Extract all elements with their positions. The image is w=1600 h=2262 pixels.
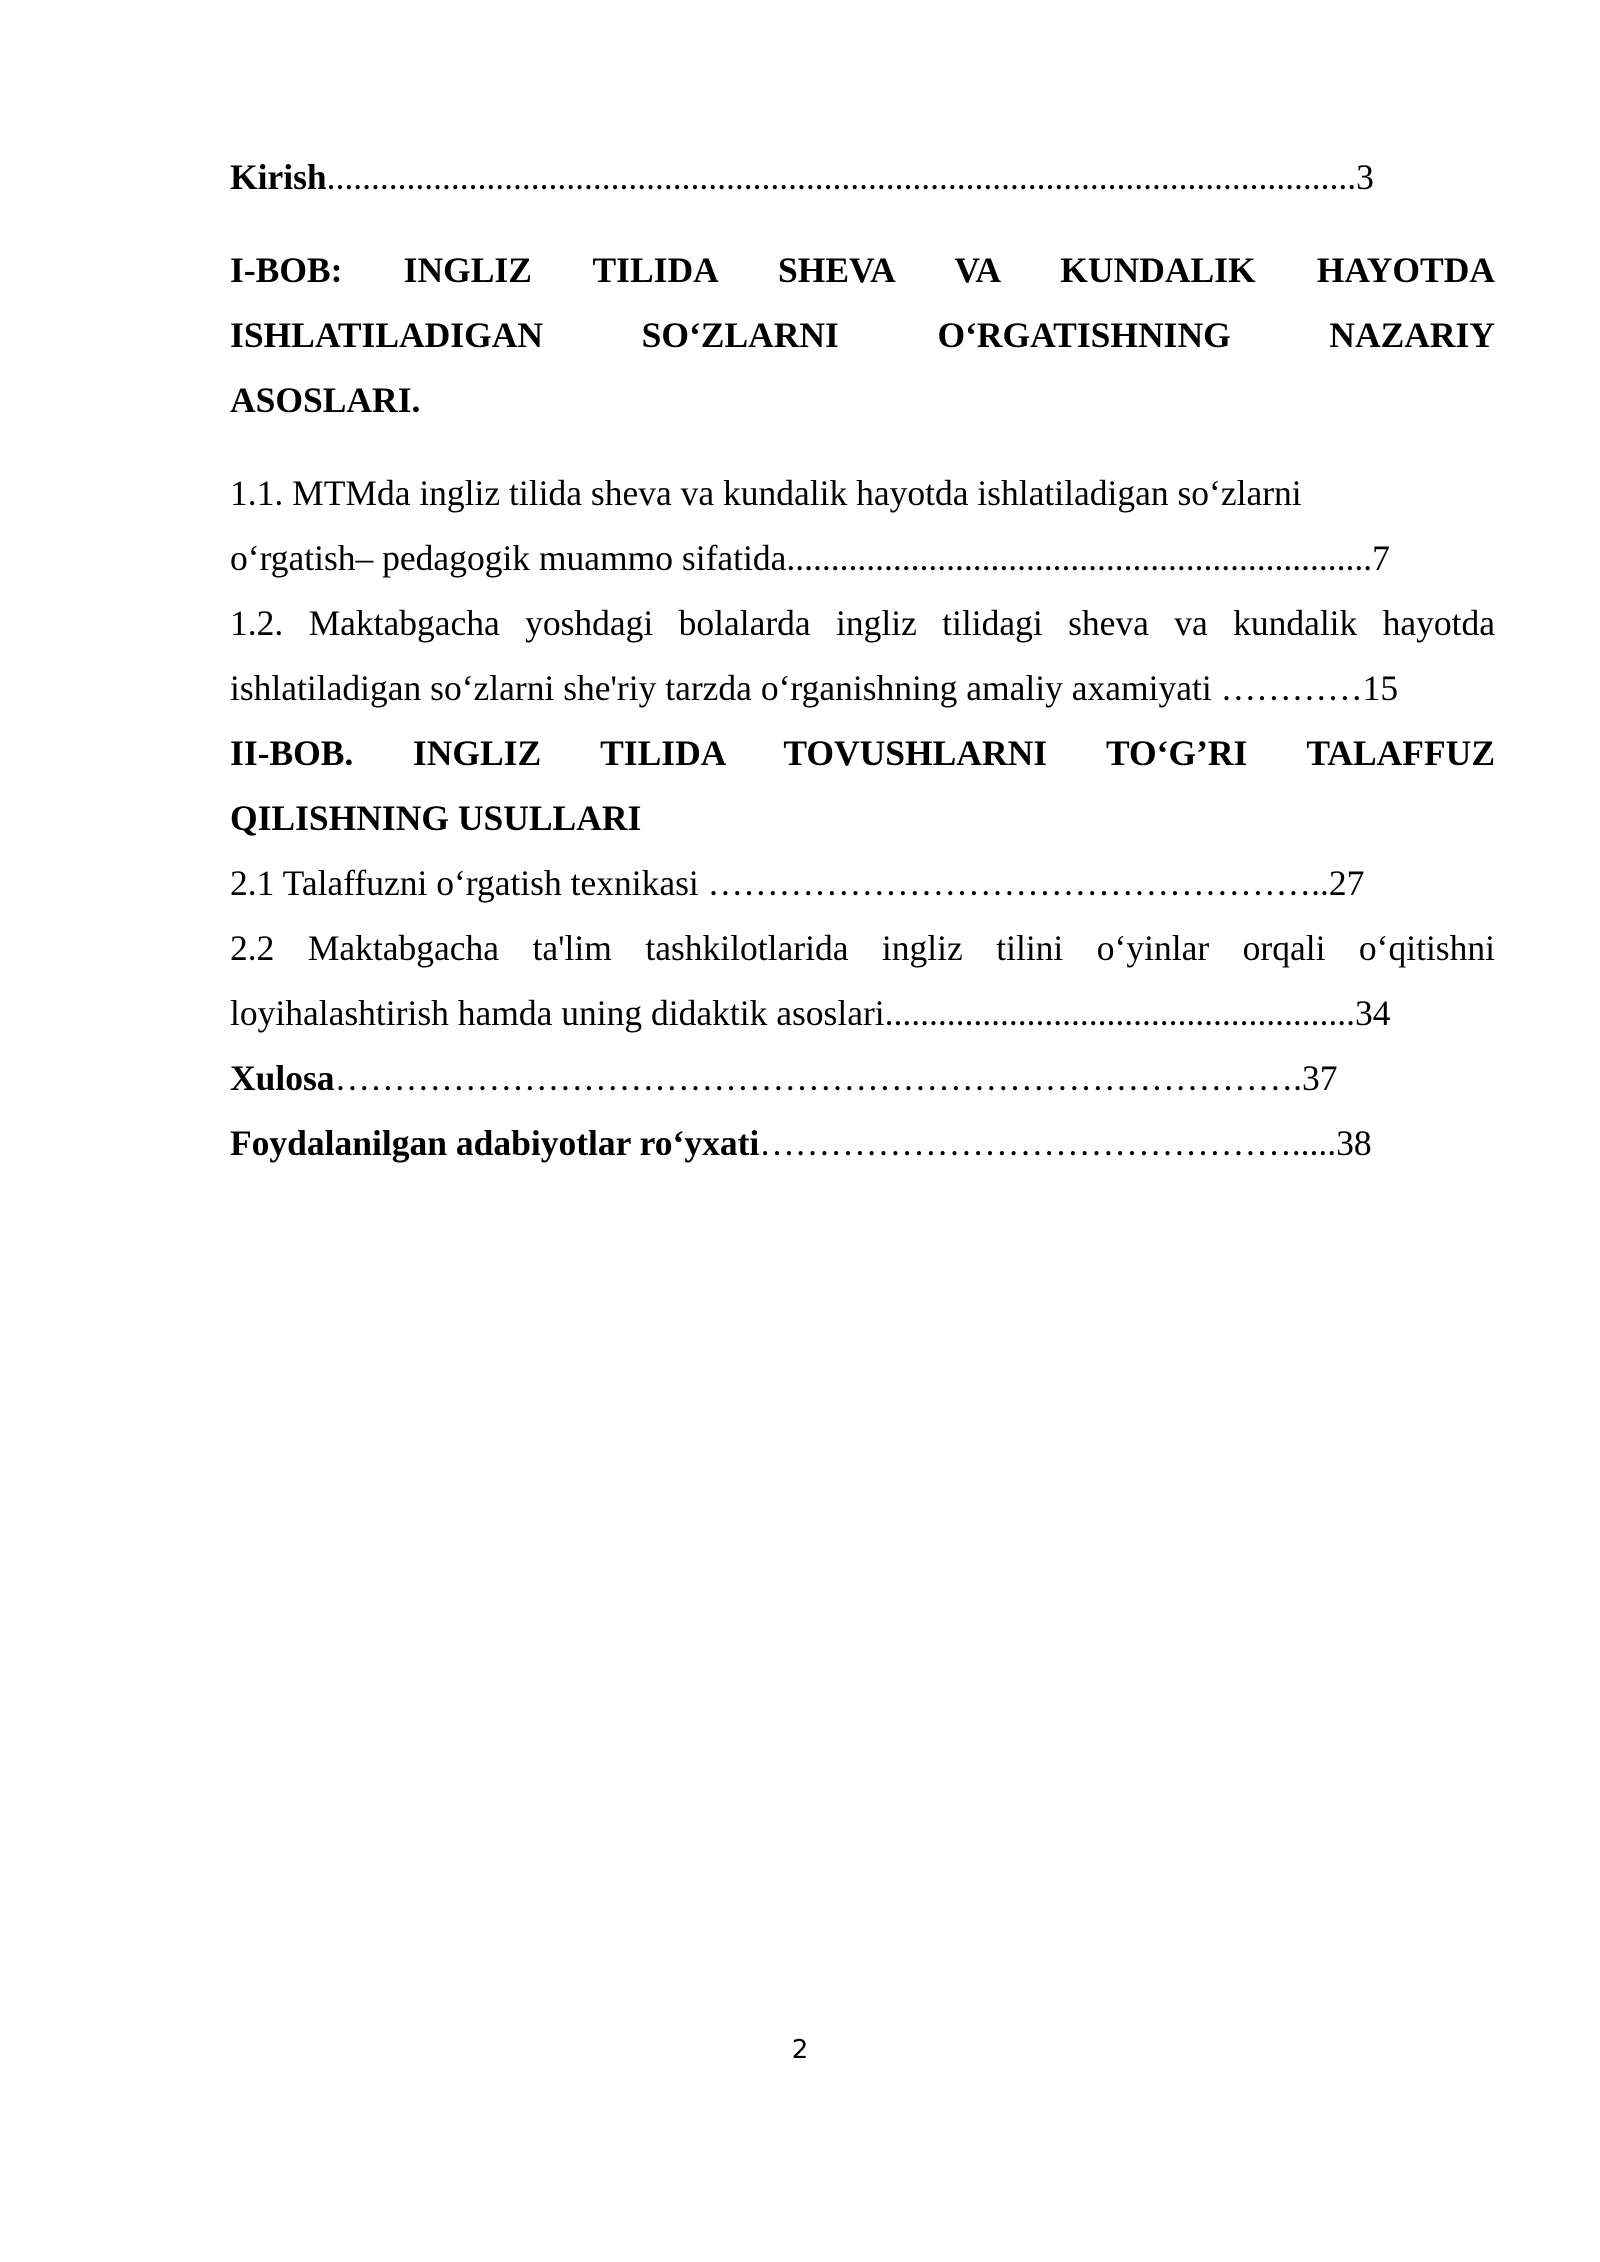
toc-chapter-title-line: ASOSLARI. xyxy=(230,380,421,420)
toc-entry-text-line: 1.2. Maktabgacha yoshdagi bolalarda ingliz tilidagi sheva va kundalik hayotda xyxy=(230,603,1495,643)
toc-entry-section-1-1[interactable] xyxy=(230,461,1495,591)
toc-leader-dots: ………………………………………………………………………. xyxy=(334,1058,1302,1098)
toc-page-number: 3 xyxy=(1356,157,1374,197)
toc-entry-section-2-1[interactable] xyxy=(230,851,1495,916)
toc-entry-title: 2.1 Talaffuzni o‘rgatish texnikasi xyxy=(230,863,708,903)
toc-page-number: 15 xyxy=(1362,668,1399,708)
toc-page-number: 27 xyxy=(1328,863,1365,903)
toc-entry-text-line xyxy=(230,526,1495,591)
toc-page-number: 37 xyxy=(1301,1058,1338,1098)
toc-entry-text-line xyxy=(230,981,1495,1046)
toc-entry-section-2-2[interactable] xyxy=(230,916,1495,1046)
toc-leader-dots: ………………………………………..... xyxy=(759,1123,1337,1163)
toc-entry-title: ishlatiladigan so‘zlarni she'riy tarzda o‘rganishning amaliy axamiyati xyxy=(230,668,1221,708)
toc-entry-title: loyihalashtirish hamda uning didaktik asoslari xyxy=(230,993,885,1033)
toc-entry-title: Foydalanilgan adabiyotlar ro‘yxati xyxy=(230,1123,760,1163)
toc-leader-dots: …………………………………………….. xyxy=(707,863,1329,903)
toc-chapter-title-line: ISHLATILADIGAN SO‘ZLARNI O‘RGATISHNING NAZARIY xyxy=(230,315,1495,355)
toc-entry-title: o‘rgatish– pedagogik muammo sifatida xyxy=(230,538,787,578)
toc-leader-dots: ………… xyxy=(1220,668,1363,708)
toc-chapter-title-line: I-BOB: INGLIZ TILIDA SHEVA VA KUNDALIK HAYOTDA xyxy=(230,250,1495,290)
toc-chapter-title-line: QILISHNING USULLARI xyxy=(230,798,642,838)
toc-entry-references[interactable] xyxy=(230,1111,1495,1176)
toc-page-number: 38 xyxy=(1336,1123,1372,1163)
toc-leader-dots: .................................................................................................................... xyxy=(326,157,1357,197)
toc-entry-intro[interactable] xyxy=(230,145,1495,210)
toc-entry-text-line xyxy=(230,656,1495,721)
toc-page-number: 34 xyxy=(1355,993,1391,1033)
toc-entry-text-line: 1.1. MTMda ingliz tilida sheva va kundalik hayotda ishlatiladigan so‘zlarni xyxy=(230,473,1302,513)
toc-leader-dots: ..................................................... xyxy=(884,993,1356,1033)
toc-chapter-1[interactable] xyxy=(230,238,1495,433)
toc-chapter-title-line: II-BOB. INGLIZ TILIDA TOVUSHLARNI TO‘G’RI TALAFFUZ xyxy=(230,733,1495,773)
toc-page-number: 7 xyxy=(1372,538,1390,578)
page-number: 2 xyxy=(791,2035,809,2065)
toc-entry-text-line: 2.2 Maktabgacha ta'lim tashkilotlarida ingliz tilini o‘yinlar orqali o‘qitishni xyxy=(230,928,1495,968)
toc-entry-title: Xulosa xyxy=(230,1058,335,1098)
toc-leader-dots: .................................................................. xyxy=(786,538,1373,578)
toc-chapter-2[interactable] xyxy=(230,721,1495,851)
table-of-contents xyxy=(230,145,1495,1176)
toc-entry-conclusion[interactable] xyxy=(230,1046,1495,1111)
toc-entry-title: Kirish xyxy=(230,157,327,197)
toc-entry-section-1-2[interactable] xyxy=(230,591,1495,721)
